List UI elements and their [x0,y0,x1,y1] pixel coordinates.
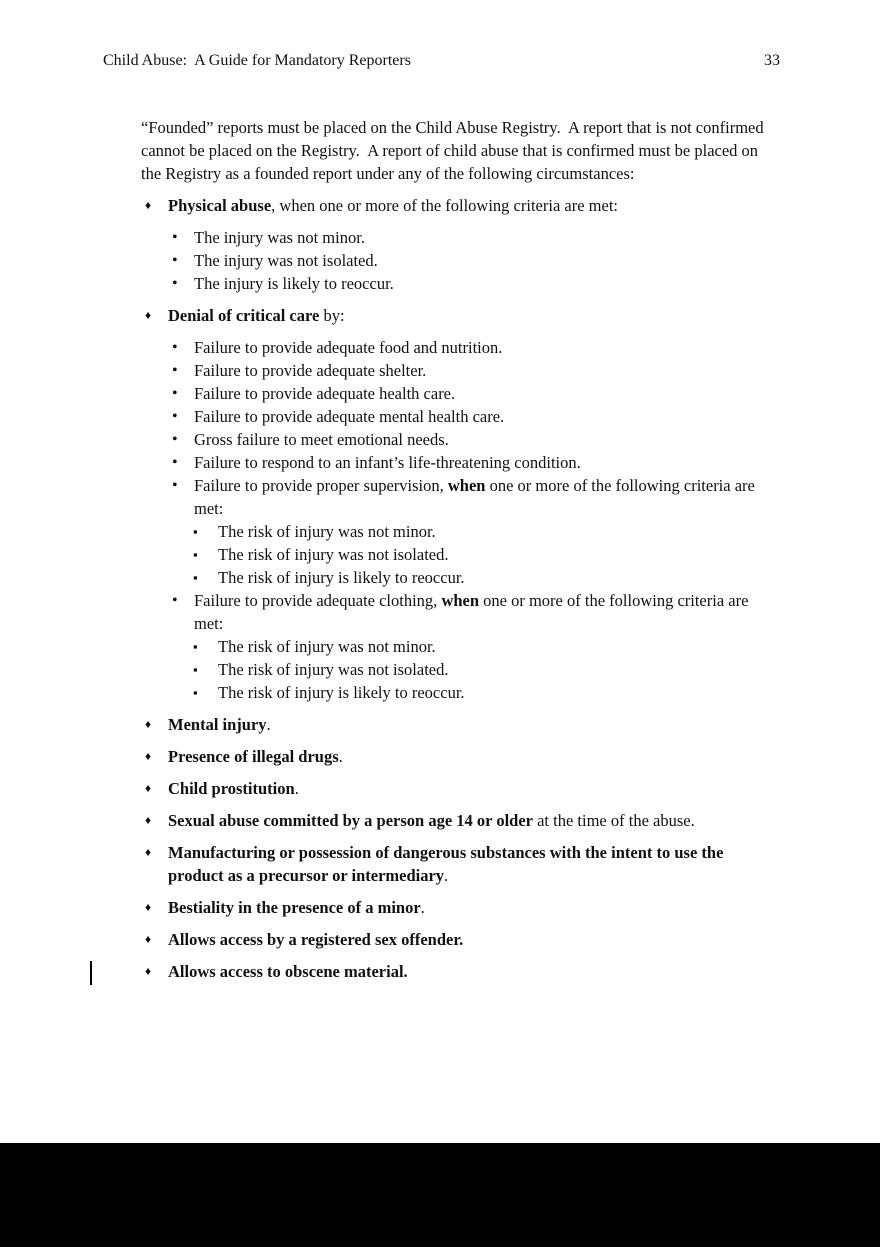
list-item-square [193,681,777,704]
square-bullet-icon: ▪ [193,524,198,539]
diamond-bullet-icon: ♦ [145,198,152,212]
list-item-diamond [141,777,777,800]
item-text: Failure to provide proper supervision, when one or more of the following criteria are met: [194,476,759,518]
item-text: The injury was not minor. [194,228,365,247]
item-text: Allows access by a registered sex offender. [168,930,464,949]
page-content [141,116,777,983]
list-item-disc [172,226,777,249]
item-text: The risk of injury was not minor. [218,637,436,656]
margin-change-bar [90,961,92,985]
diamond-bullet-icon: ♦ [145,813,152,827]
item-text: The injury is likely to reoccur. [194,274,394,293]
page-header [0,0,880,69]
list-item-diamond [141,809,777,832]
square-bullet-icon: ▪ [193,662,198,677]
disc-bullet-icon: • [172,454,178,471]
item-text: Manufacturing or possession of dangerous substances with the intent to use the product as a precursor or intermediary. [168,843,728,885]
disc-bullet-icon: • [172,339,178,356]
diamond-bullet-icon: ♦ [145,900,152,914]
list-item-diamond [141,304,777,327]
sub-bullet-group [141,336,777,704]
disc-bullet-icon: • [172,252,178,269]
item-text: The risk of injury was not isolated. [218,660,449,679]
disc-bullet-icon: • [172,229,178,246]
list-item-square [193,520,777,543]
page-number: 33 [764,52,780,69]
disc-bullet-icon: • [172,385,178,402]
item-text: Failure to provide adequate shelter. [194,361,427,380]
item-text: Presence of illegal drugs. [168,747,343,766]
list-item-diamond [141,194,777,217]
list-item-disc [172,272,777,295]
list-item-diamond [141,896,777,919]
diamond-bullet-icon: ♦ [145,717,152,731]
item-text: Allows access to obscene material. [168,962,408,981]
disc-bullet-icon: • [172,408,178,425]
item-text: The risk of injury is likely to reoccur. [218,683,465,702]
diamond-bullet-icon: ♦ [145,932,152,946]
item-text: Mental injury. [168,715,271,734]
header-title: Child Abuse: A Guide for Mandatory Reporters [103,52,411,69]
item-text: Failure to provide adequate mental health care. [194,407,505,426]
list-item-disc [172,405,777,428]
list-item-square [193,658,777,681]
item-text: Bestiality in the presence of a minor. [168,898,425,917]
list-item-disc [172,249,777,272]
list-item-disc [172,428,777,451]
disc-bullet-icon: • [172,362,178,379]
item-text: Failure to provide adequate health care. [194,384,456,403]
list-item-disc [172,589,777,635]
disc-bullet-icon: • [172,592,178,609]
item-text: The injury was not isolated. [194,251,378,270]
diamond-bullet-icon: ♦ [145,781,152,795]
bullet-list [141,194,777,983]
diamond-bullet-icon: ♦ [145,964,152,978]
disc-bullet-icon: • [172,477,178,494]
intro-paragraph: “Founded” reports must be placed on the Child Abuse Registry. A report that is not confirmed cannot be placed on the Registry. A report of child abuse that is confirmed must be placed on the Registry as a founded report under any of the following circumstances: [141,118,768,183]
square-bullet-icon: ▪ [193,547,198,562]
list-item-diamond [141,713,777,736]
item-text: Child prostitution. [168,779,299,798]
scan-artifact-black-bar [0,1143,880,1247]
diamond-bullet-icon: ♦ [145,308,152,322]
item-text: Sexual abuse committed by a person age 14 or older at the time of the abuse. [168,811,695,830]
sub-bullet-group [141,226,777,295]
disc-bullet-icon: • [172,275,178,292]
list-item-disc [172,382,777,405]
square-bullet-icon: ▪ [193,570,198,585]
list-item-diamond [141,928,777,951]
list-item-diamond [141,841,777,887]
list-item-disc [172,336,777,359]
diamond-bullet-icon: ♦ [145,845,152,859]
list-item-disc [172,359,777,382]
list-item-diamond [141,745,777,768]
item-text: Failure to respond to an infant’s life-threatening condition. [194,453,581,472]
list-item-disc [172,451,777,474]
list-item-diamond [141,960,777,983]
item-text: Physical abuse, when one or more of the following criteria are met: [168,196,618,215]
item-text: Gross failure to meet emotional needs. [194,430,449,449]
square-bullet-icon: ▪ [193,639,198,654]
item-text: The risk of injury was not minor. [218,522,436,541]
list-item-square [193,635,777,658]
item-text: Failure to provide adequate food and nutrition. [194,338,503,357]
square-bullet-icon: ▪ [193,685,198,700]
item-text: Failure to provide adequate clothing, when one or more of the following criteria are met: [194,591,753,633]
item-text: The risk of injury is likely to reoccur. [218,568,465,587]
diamond-bullet-icon: ♦ [145,749,152,763]
item-text: The risk of injury was not isolated. [218,545,449,564]
disc-bullet-icon: • [172,431,178,448]
list-item-square [193,543,777,566]
item-text: Denial of critical care by: [168,306,345,325]
list-item-disc [172,474,777,520]
list-item-square [193,566,777,589]
